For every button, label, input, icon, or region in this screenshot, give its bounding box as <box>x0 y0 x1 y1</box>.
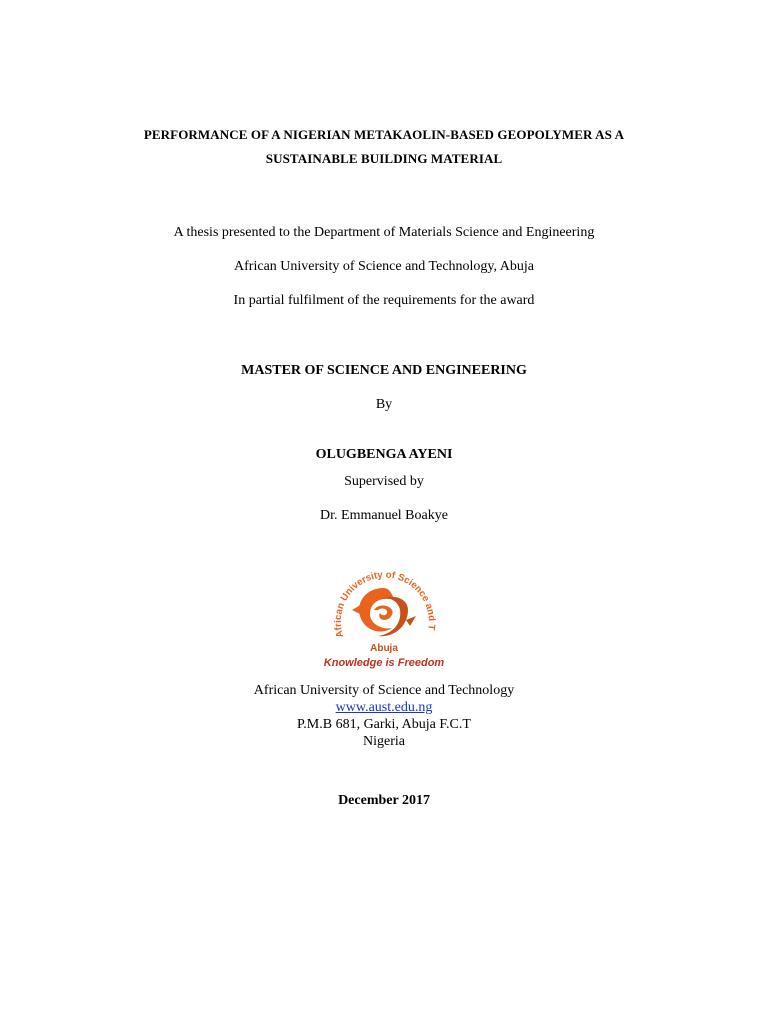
swirl-emblem-icon <box>352 588 416 636</box>
university-logo <box>322 558 446 670</box>
thesis-title-line-2: SUSTAINABLE BUILDING MATERIAL <box>265 151 503 166</box>
institution-name: African University of Science and Technology <box>253 683 515 698</box>
university-logo-graphic <box>322 558 446 670</box>
logo-arc-text: African University of Science and T <box>332 569 437 639</box>
logo-motto: Knowledge is Freedom <box>323 657 445 669</box>
supervisor-name: Dr. Emmanuel Boakye <box>320 508 448 523</box>
degree-title: MASTER OF SCIENCE AND ENGINEERING <box>241 363 527 378</box>
presentation-line-1: A thesis presented to the Department of Materials Science and Engineering <box>173 225 595 240</box>
institution-country: Nigeria <box>363 734 405 749</box>
presentation-line-3: In partial fulfilment of the requirements for the award <box>233 293 535 308</box>
institution-address: P.M.B 681, Garki, Abuja F.C.T <box>297 717 471 732</box>
institution-website-row <box>0 699 768 717</box>
institution-website-link[interactable]: www.aust.edu.ng <box>335 700 433 715</box>
author-name: OLUGBENGA AYENI <box>315 447 453 462</box>
by-label: By <box>375 397 393 412</box>
logo-city: Abuja <box>370 643 398 654</box>
thesis-title-line-1: PERFORMANCE OF A NIGERIAN METAKAOLIN-BASED GEOPOLYMER AS A <box>143 127 625 142</box>
presentation-line-2: African University of Science and Technology, Abuja <box>234 259 534 274</box>
thesis-date: December 2017 <box>338 793 430 808</box>
supervised-by-label: Supervised by <box>344 474 424 489</box>
